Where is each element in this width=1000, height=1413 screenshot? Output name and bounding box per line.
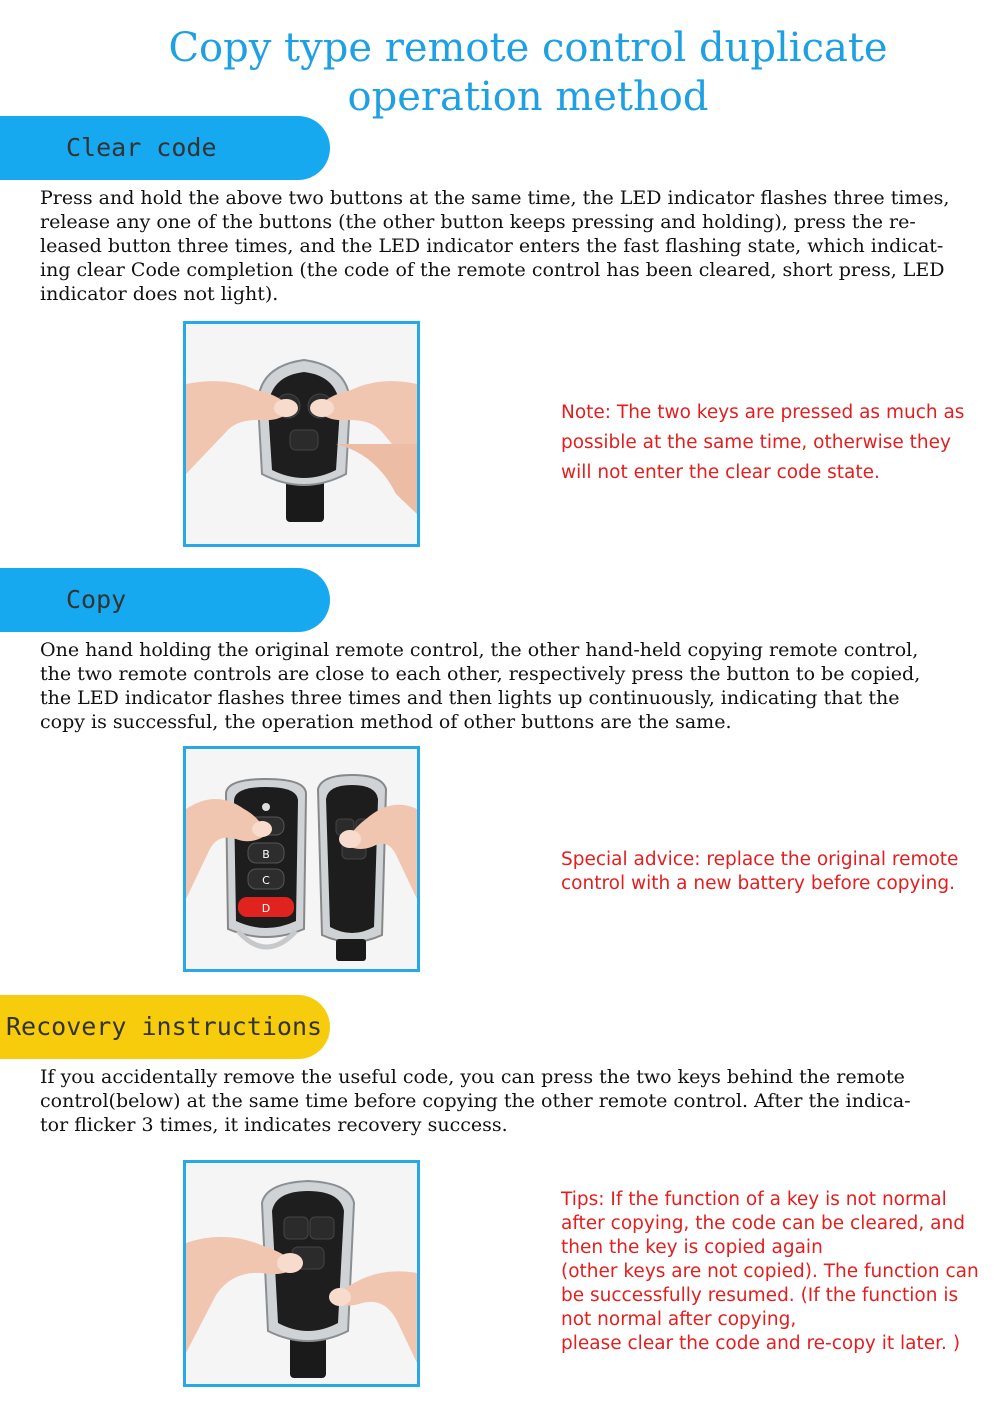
- text-line: ing clear Code completion (the code of the remote control has been cleared, short press, LED: [40, 259, 945, 281]
- remote-key-d: D: [261, 902, 271, 915]
- note-line: (other keys are not copied). The function can: [561, 1261, 979, 1282]
- note-line: control with a new battery before copying.: [561, 873, 955, 894]
- note-line: Note: The two keys are pressed as much as: [561, 402, 965, 423]
- text-line: leased button three times, and the LED indicator enters the fast flashing state, which indicat-: [40, 235, 944, 257]
- text-line: indicator does not light).: [40, 283, 279, 305]
- recovery-tips: [561, 1188, 979, 1356]
- page-title-line-1: Copy type remote control duplicate: [168, 25, 888, 71]
- text-line: the two remote controls are close to each other, respectively press the button to be copied,: [40, 663, 921, 685]
- hands-pressing-two-keys-illustration: [186, 324, 417, 544]
- remote-key-c: C: [262, 874, 270, 887]
- clear-code-photo: [183, 321, 420, 547]
- copy-instructions: [40, 638, 980, 734]
- note-line: Special advice: replace the original remote: [561, 849, 959, 870]
- note-line: Tips: If the function of a key is not normal: [561, 1189, 947, 1210]
- clear-code-instructions: [40, 186, 980, 306]
- note-line: not normal after copying,: [561, 1309, 797, 1330]
- copy-photo: [183, 746, 420, 972]
- two-remotes-side-by-side-illustration: [186, 749, 417, 969]
- section-heading-clear-code: [0, 116, 330, 180]
- note-line: after copying, the code can be cleared, and: [561, 1213, 965, 1234]
- section-heading-label: Clear code: [66, 133, 217, 162]
- note-line: please clear the code and re-copy it later. ): [561, 1333, 961, 1354]
- note-line: then the key is copied again: [561, 1237, 823, 1258]
- copy-note: [561, 848, 958, 896]
- text-line: One hand holding the original remote control, the other hand-held copying remote control,: [40, 639, 919, 661]
- note-line: will not enter the clear code state.: [561, 462, 880, 483]
- text-line: the LED indicator flashes three times and then lights up continuously, indicating that the: [40, 687, 900, 709]
- hands-pressing-back-keys-illustration: [186, 1163, 417, 1384]
- clear-code-note: [561, 398, 964, 488]
- note-line: possible at the same time, otherwise they: [561, 432, 951, 453]
- page-title-line-2: operation method: [347, 74, 709, 120]
- section-heading-copy: [0, 568, 330, 632]
- note-line: be successfully resumed. (If the function is: [561, 1285, 959, 1306]
- text-line: release any one of the buttons (the other button keeps pressing and holding), press the re-: [40, 211, 916, 233]
- recovery-instructions: [40, 1065, 980, 1137]
- section-heading-label: Copy: [66, 585, 127, 614]
- text-line: tor flicker 3 times, it indicates recovery success.: [40, 1114, 508, 1136]
- section-heading-recovery-instructions: [0, 995, 330, 1059]
- text-line: Press and hold the above two buttons at the same time, the LED indicator flashes three times,: [40, 187, 950, 209]
- remote-key-b: B: [262, 848, 270, 861]
- text-line: control(below) at the same time before copying the other remote control. After the indica-: [40, 1090, 911, 1112]
- text-line: copy is successful, the operation method of other buttons are the same.: [40, 711, 732, 733]
- recovery-photo: [183, 1160, 420, 1387]
- text-line: If you accidentally remove the useful code, you can press the two keys behind the remote: [40, 1066, 905, 1088]
- section-heading-label: Recovery instructions: [6, 1012, 323, 1041]
- page-title: [0, 24, 1000, 122]
